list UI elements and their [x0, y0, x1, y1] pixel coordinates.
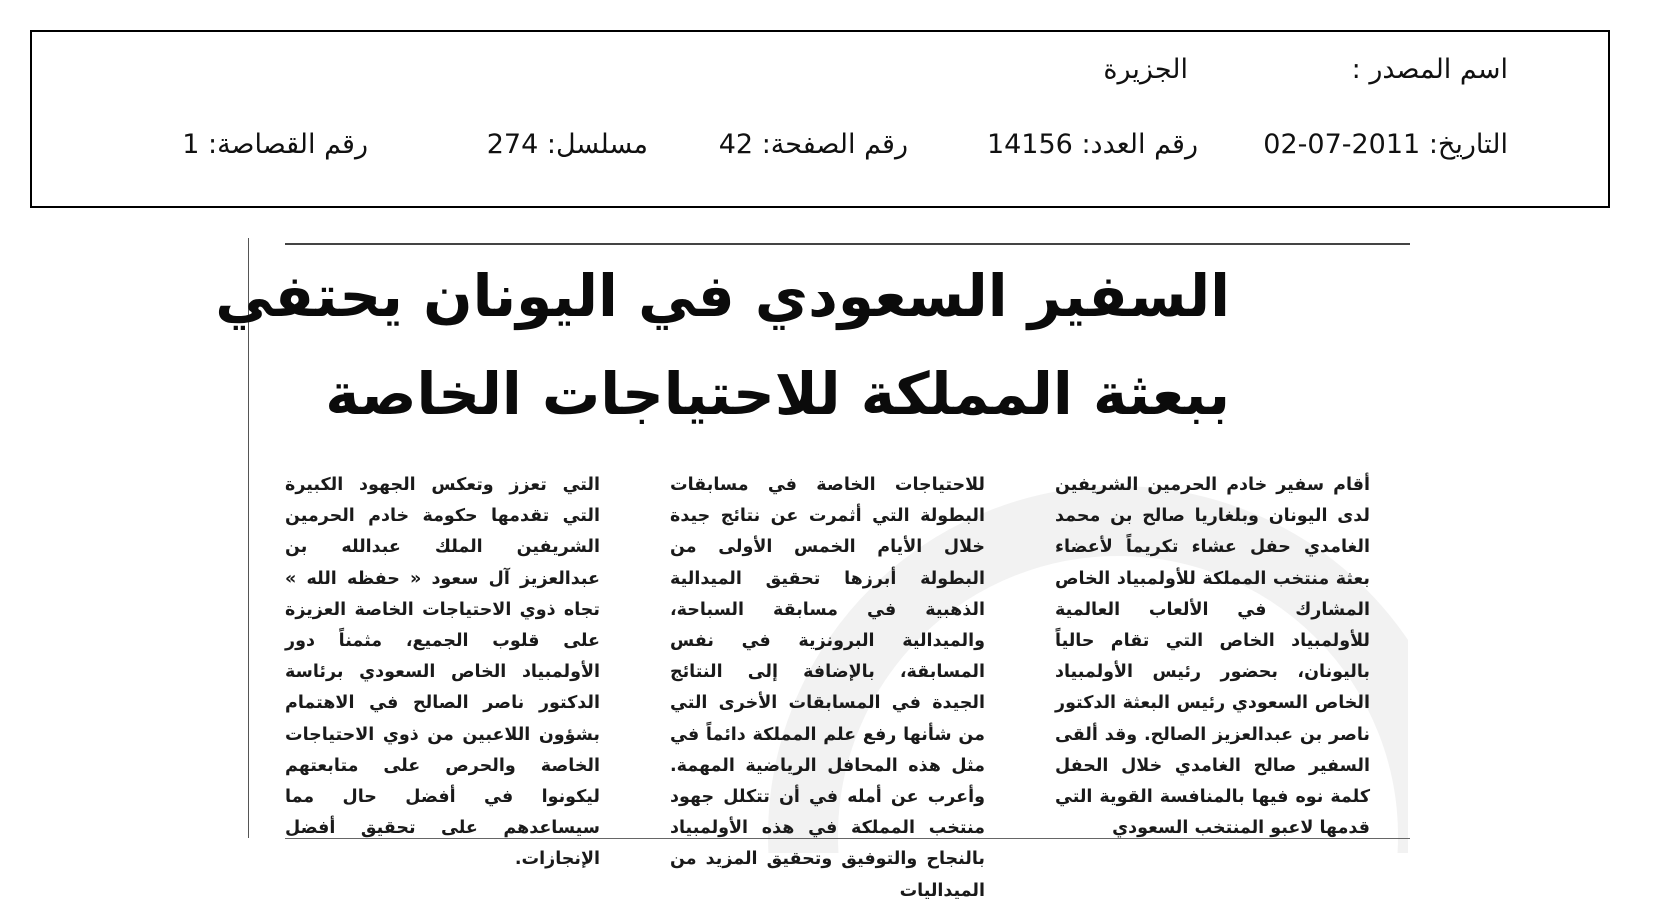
article-column-left [285, 470, 600, 876]
issue-field [987, 129, 1198, 160]
serial-field [487, 129, 648, 160]
clip-field [182, 129, 368, 160]
column-middle-text: للاحتياجات الخاصة في مسابقات البطولة التي أثمرت عن نتائج جيدة خلال الأيام الخمس الأولى من البطولة أبرزها تحقيق الميدالية الذهبية في مسابقة السباحة، والميدالية البرونزية في نفس المسابقة، بالإضافة إلى النتائج الجيدة في المسابقات الأخرى التي من شأنها رفع علم المملكة دائماً في مثل هذه المحافل الرياضية المهمة. وأعرب عن أمله في أن تتكلل جهود منتخب المملكة في هذه الأولمبياد بالنجاح والتوفيق وتحقيق المزيد من الميداليات [670, 475, 985, 901]
serial-value: 274 [486, 129, 539, 160]
page-value: 42 [718, 129, 754, 160]
column-right-text: أقام سفير خادم الحرمين الشريفين لدى اليونان وبلغاريا صالح بن محمد الغامدي حفل عشاء تكريماً لأعضاء بعثة منتخب المملكة للأولمبياد الخاص المشارك في الألعاب العالمية للأولمبياد الخاص التي تقام حالياً باليونان، بحضور رئيس الأولمبياد الخاص السعودي رئيس البعثة الدكتور ناصر بن عبدالعزيز الصالح. وقد ألقى السفير صالح الغامدي خلال الحفل كلمة نوه فيها بالمنافسة القوية التي قدمها لاعبو المنتخب السعودي [1055, 475, 1370, 839]
column-left-text: التي تعزز وتعكس الجهود الكبيرة التي تقدمها حكومة خادم الحرمين الشريفين الملك عبدالله بن عبدالعزيز آل سعود « حفظه الله » تجاه ذوي الاحتياجات الخاصة العزيزة على قلوب الجميع، مثمناً دور الأولمبياد الخاص السعودي برئاسة الدكتور ناصر الصالح في الاهتمام بشؤون اللاعبين من ذوي الاحتياجات الخاصة والحرص على متابعتهم ليكونوا في أفضل حال مما سيساعدهم على تحقيق أفضل الإنجازات. [285, 475, 600, 870]
page-label: رقم الصفحة: [761, 129, 908, 160]
serial-label: مسلسل: [546, 129, 648, 160]
article-column-right [1055, 470, 1370, 844]
source-info-box [30, 30, 1610, 208]
source-value: الجزيرة [1103, 54, 1188, 85]
issue-label: رقم العدد: [1081, 129, 1198, 160]
source-row [32, 54, 1608, 94]
headline-line-2: ببعثة المملكة للاحتياجات الخاصة [325, 360, 1230, 428]
page-field [719, 129, 908, 160]
clip-value: 1 [182, 129, 200, 160]
headline-line-1: السفير السعودي في اليونان يحتفي [215, 262, 1230, 330]
date-value: 2011-07-02 [1263, 129, 1421, 160]
clip-top-rule [285, 243, 1410, 245]
date-label: التاريخ: [1428, 129, 1508, 160]
details-row [32, 129, 1608, 169]
article-column-middle [670, 470, 985, 907]
source-label: اسم المصدر : [1351, 54, 1508, 85]
clip-label: رقم القصاصة: [207, 129, 368, 160]
issue-value: 14156 [986, 129, 1073, 160]
date-field [1263, 129, 1508, 160]
